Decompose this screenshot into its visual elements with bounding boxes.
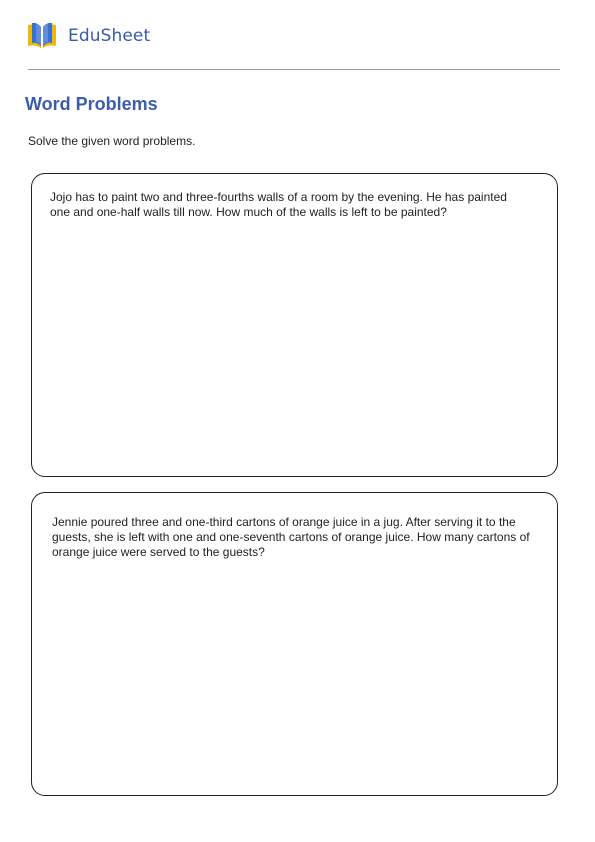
- problem-text-2: Jennie poured three and one-third cartons of orange juice in a jug. After serving it to the guests, she is left with one and one-seventh cartons of orange juice. How many cartons of orange juice were served to the guests?: [52, 515, 530, 559]
- problem-box-2[interactable]: [31, 492, 558, 796]
- page-title: Word Problems: [25, 94, 158, 114]
- open-book-icon: [26, 21, 58, 51]
- problem-text-1: Jojo has to paint two and three-fourths walls of a room by the evening. He has painted one and one-half walls till now. How much of the walls is left to be painted?: [50, 190, 507, 219]
- header-divider: [28, 69, 560, 70]
- brand-name: EduSheet: [68, 26, 151, 46]
- instructions: Solve the given word problems.: [28, 134, 196, 148]
- problem-box-1[interactable]: [31, 173, 558, 477]
- header: [26, 20, 150, 52]
